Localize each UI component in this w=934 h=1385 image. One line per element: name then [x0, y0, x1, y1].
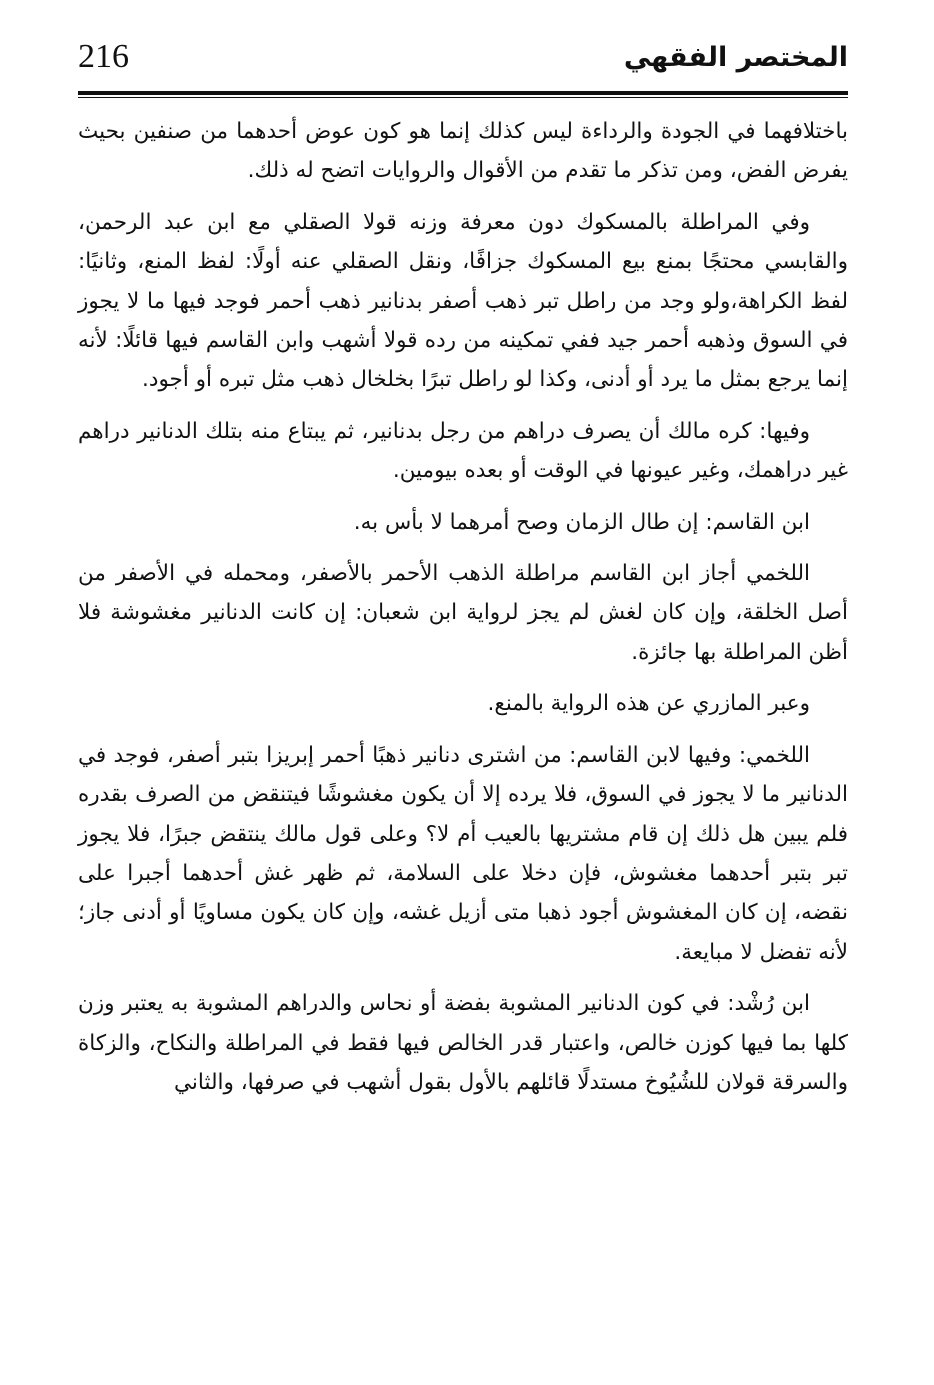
- body-text: [78, 112, 848, 1114]
- paragraph: ابن القاسم: إن طال الزمان وصح أمرهما لا بأس به.: [353, 509, 810, 535]
- header-rule-thick: [78, 91, 848, 95]
- paragraph: وعبر المازري عن هذه الرواية بالمنع.: [487, 691, 810, 717]
- paragraph: وفيها: كره مالك أن يصرف دراهم من رجل بدنانير، ثم يبتاع منه بتلك الدنانير دراهم غير دراهمك، وغير عيونها في الوقت أو بعده بيومين.: [78, 418, 848, 484]
- page-header: [78, 34, 848, 90]
- paragraph: باختلافهما في الجودة والرداءة ليس كذلك إنما هو كون عوض أحدهما من صنفين بحيث يفرض الفض، ومن تذكر ما تقدم من الأقوال والروايات اتضح له ذلك.: [78, 119, 848, 184]
- paragraph: اللخمي: وفيها لابن القاسم: من اشترى دنانير ذهبًا أحمر إبريزا بتبر أصفر، فوجد في الدنانير ما لا يجوز في السوق، فلا يرده إلا أن يكون مغشوشًا فيتنقض من الصرف بقدره فلم يبين هل ذلك إن قام مشتريها بالعيب أم لا؟ وعلى قول مالك ينتقض جبرًا، فلا يجوز تبر بتبر أحدهما مغشوش، فإن دخلا على السلامة، ثم ظهر غش أحدهما أجبرا على نقضه، إن كان المغشوش أجود ذهبا متى أزيل غشه، وإن كان يكون مساويًا أو أدنى جاز؛ لأنه تفضل لا مبايعة.: [78, 742, 848, 965]
- paragraph: اللخمي أجاز ابن القاسم مراطلة الذهب الأحمر بالأصفر، ومحمله في الأصفر من أصل الخلقة، وإن كان لغش لم يجز لرواية ابن شعبان: إن كانت الدنانير مغشوشة فلا أظن المراطلة بها جائزة.: [78, 561, 848, 665]
- paragraph: وفي المراطلة بالمسكوك دون معرفة وزنه قولا الصقلي مع ابن عبد الرحمن، والقابسي محتجًا بمنع بيع المسكوك جزافًا، ونقل الصقلي عنه أولًا: لفظ المنع، وثانيًا: لفظ الكراهة،ولو وجد من راطل تبر ذهب أصفر بدنانير ذهب أحمر فوجد فيها ما لا يجوز في السوق وذهبه أحمر جيد ففي تمكينه من رده قولا أشهب وابن القاسم فيها قائلًا: لأنه إنما يرجع بمثل ما يرد أو أدنى، وكذا لو راطل تبرًا بخلخال ذهب مثل تبره أو أجود.: [78, 209, 848, 393]
- header-rule-thin: [78, 97, 848, 98]
- running-title: المختصر الفقهي: [623, 42, 848, 73]
- page-number: 216: [78, 38, 129, 75]
- paragraph: ابن رُشْد: في كون الدنانير المشوبة بفضة أو نحاس والدراهم المشوبة به يعتبر وزن كلها بما فيها كوزن خالص، واعتبار قدر الخالص فيها فقط في المراطلة والنكاح، والزكاة والسرقة قولان للشُيُوخ مستدلًا قائلهم بالأول بقول أشهب في صرفها، والثاني: [78, 991, 848, 1095]
